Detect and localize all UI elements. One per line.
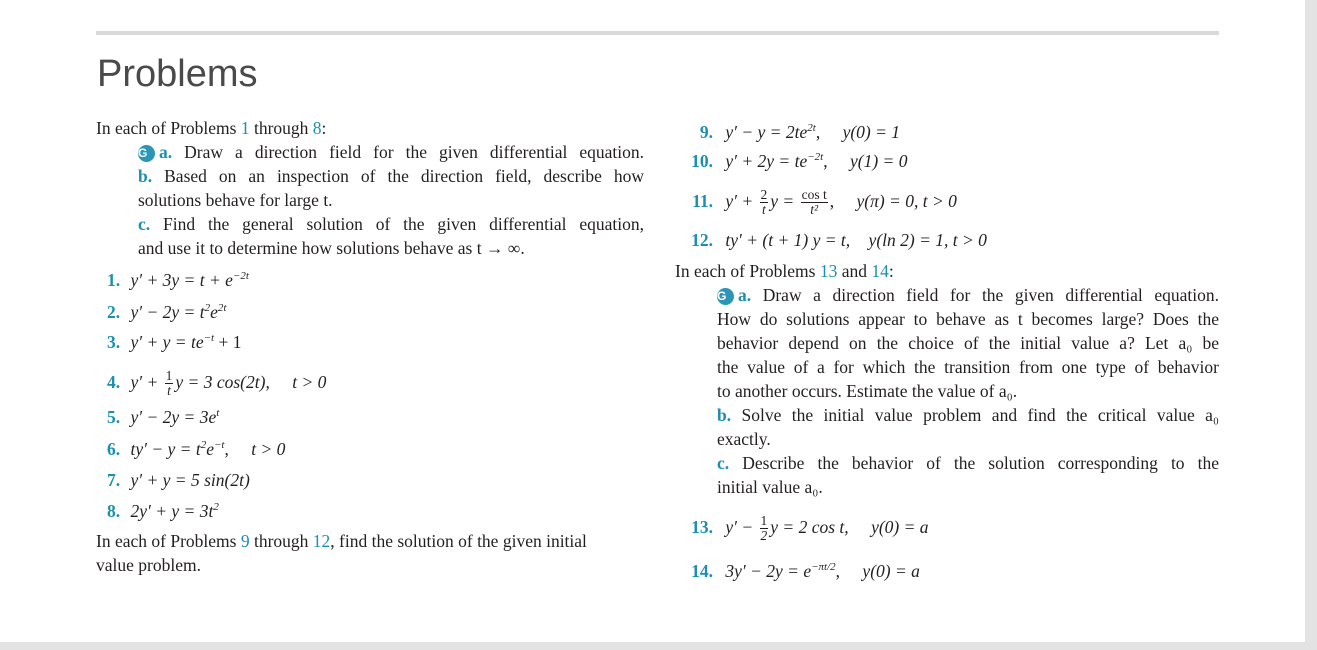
- problem-5: 5. $y' - 2y = 3e^t$: [107, 407, 220, 427]
- problem-8: 8. $2y' + y = 3t^2$: [107, 501, 219, 521]
- problem-13: 13. y′ − $\frac{1}{2}$ y = 2 cos t, y(0) = a: [691, 513, 929, 543]
- link-problem-12[interactable]: 12: [312, 531, 331, 551]
- r-part-a-line-3: behavior depend on the choice of the initial value a? Let a₀ be: [717, 333, 1219, 353]
- intro-problems-1-8: In each of Problems 1 through 8:: [96, 118, 327, 138]
- r-part-a-line-4: the value of a for which the transition from one type of behavior: [717, 357, 1219, 377]
- problem-6: 6. $ty' - y = t^2e^{-t}$, t > 0: [107, 439, 286, 459]
- problem-1: 1. $y' + 3y = t + e^{-2t}$: [107, 270, 249, 290]
- r-part-b-line-1: b. Solve the initial value problem and find the critical value a₀: [717, 405, 1219, 425]
- left-column: [96, 116, 644, 260]
- problem-3: 3. $y' + y = te^{-t} + 1$: [107, 332, 242, 352]
- part-b-instruction: b. Based on an inspection of the direction field, describe how: [138, 166, 644, 186]
- graphing-g-icon: G: [138, 145, 155, 162]
- bottom-frame-edge: [0, 642, 1317, 650]
- right-frame-edge: [1305, 0, 1317, 650]
- intro-problems-13-14: In each of Problems 13 and 14: G a. Draw a direction field for the given differential equation. How do solutions appear to behave as t becomes large? Does the behavior depend on the choice of the initial value a? Let a₀ be the value of a for which the transition from one type of behavior to another occurs. Estimate the value of a₀. b. Solve the initial value problem and find the critical value a₀ exactly. c. Describe the behavior of the solution corresponding to the initial value a₀.: [675, 261, 1220, 497]
- link-problem-1[interactable]: 1: [240, 118, 250, 138]
- problem-7: 7. y′ + y = 5 sin(2t): [107, 470, 250, 490]
- r-part-b-line-2: exactly.: [717, 429, 771, 449]
- part-a-instruction: G a. Draw a direction field for the given differential equation.: [138, 142, 644, 162]
- link-problem-8[interactable]: 8: [312, 118, 322, 138]
- section-rule: [96, 31, 1219, 35]
- problem-4: 4. y′ + $\frac{1}{t}$ y = 3 cos(2t), t > 0: [107, 368, 327, 398]
- r-part-a-line-5: to another occurs. Estimate the value of a₀.: [717, 381, 1018, 401]
- graphing-g-icon: G: [717, 288, 734, 305]
- r-part-c-line-2: initial value a₀.: [717, 477, 823, 497]
- part-c-instruction-cont: and use it to determine how solutions behave as t → ∞.: [138, 238, 525, 258]
- problem-14: 14. $3y' - 2y = e^{-\pi t/2}$, y(0) = a: [691, 561, 920, 581]
- r-part-a-line-1: G a. Draw a direction field for the given differential equation.: [717, 285, 1220, 305]
- link-problem-14[interactable]: 14: [871, 261, 889, 281]
- part-b-instruction-cont: solutions behave for large t.: [138, 190, 333, 210]
- r-part-c-line-1: c. Describe the behavior of the solution corresponding to the: [717, 453, 1219, 473]
- problem-10: 10. $y' + 2y = te^{-2t}$, y(1) = 0: [691, 151, 908, 171]
- problem-2: 2. $y' - 2y = t^2e^{2t}$: [107, 302, 227, 322]
- outro-problems-9-12: In each of Problems 9 through 12, find the solution of the given initial value problem.: [96, 531, 587, 575]
- link-problem-13[interactable]: 13: [819, 261, 838, 281]
- problem-11: 11. y′ + $\frac{2}{t}$ y = $\frac{\text{cos t}}{\text{t²}}$ , y(π) = 0, t > 0: [692, 187, 957, 217]
- page-title: Problems: [97, 53, 258, 95]
- link-problem-9[interactable]: 9: [240, 531, 250, 551]
- problem-9: 9. $y' - y = 2te^{2t}$, y(0) = 1: [699, 122, 901, 142]
- r-part-a-line-2: How do solutions appear to behave as t becomes large? Does the: [717, 309, 1219, 329]
- problem-12: 12. ty′ + (t + 1) y = t, y(ln 2) = 1, t > 0: [691, 230, 987, 250]
- part-c-instruction: c. Find the general solution of the given differential equation,: [138, 214, 644, 234]
